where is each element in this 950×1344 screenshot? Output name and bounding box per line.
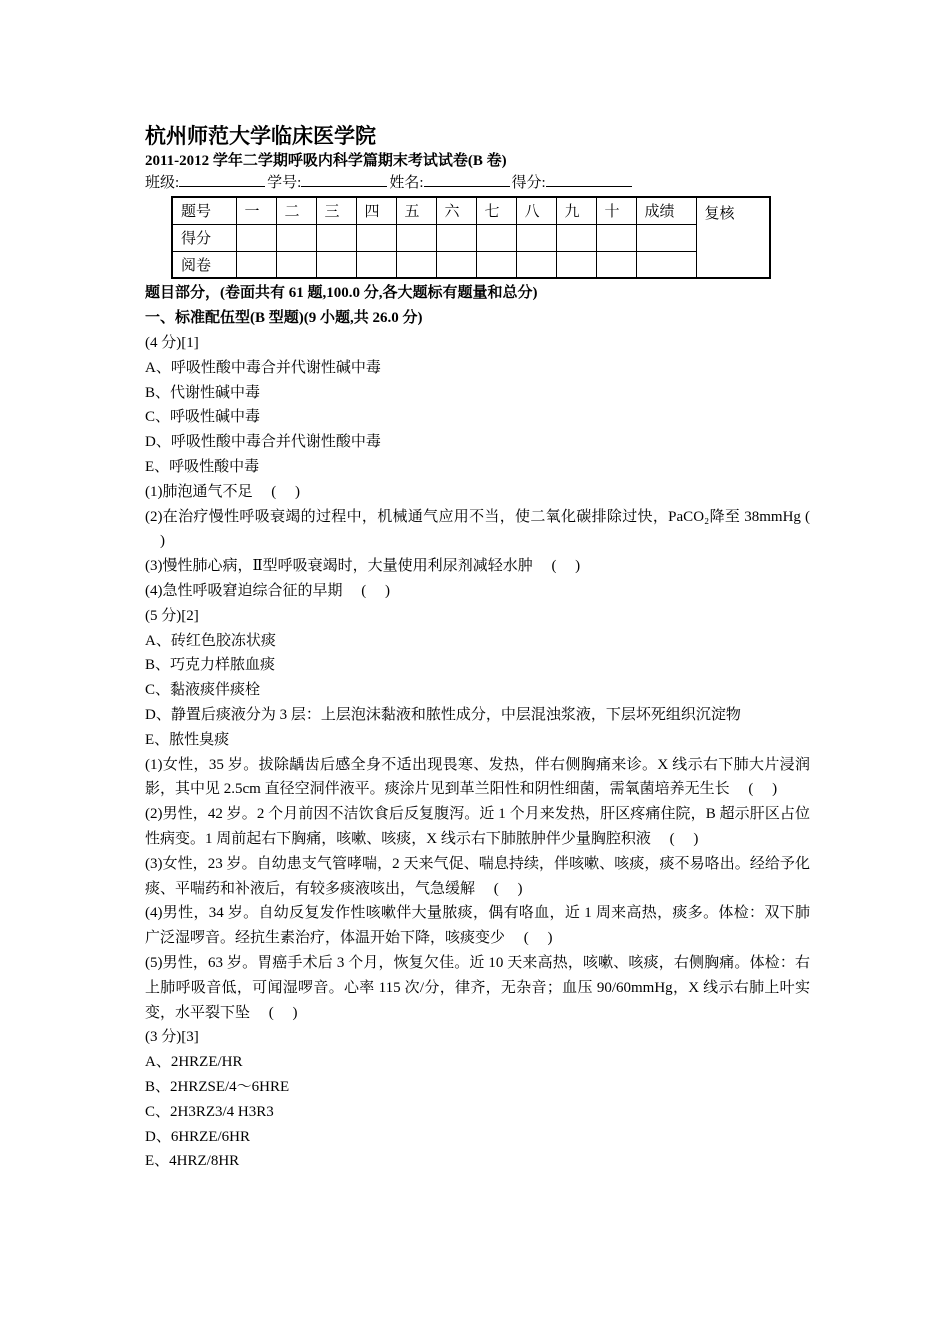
option-item: B、代谢性碱中毒 bbox=[145, 384, 261, 401]
sub-question: (3)慢性肺心病，Ⅱ型呼吸衰竭时，大量使用利尿剂减轻水肿 ( ) bbox=[145, 558, 581, 575]
score-cell bbox=[356, 224, 396, 251]
score-cell bbox=[396, 224, 436, 251]
grader-cell bbox=[236, 251, 276, 278]
question-head: (4 分)[1] bbox=[145, 335, 199, 351]
col-grade: 成绩 bbox=[636, 197, 696, 224]
col-1: 一 bbox=[236, 197, 276, 224]
grader-cell bbox=[356, 251, 396, 278]
col-2: 二 bbox=[276, 197, 316, 224]
class-label: 班级: bbox=[145, 175, 180, 191]
option-item: A、呼吸性酸中毒合并代谢性碱中毒 bbox=[145, 359, 381, 376]
grader-cell bbox=[556, 251, 596, 278]
score-cell bbox=[316, 224, 356, 251]
option-item: B、巧克力样脓血痰 bbox=[145, 657, 276, 674]
col-6: 六 bbox=[436, 197, 476, 224]
question-head: (3 分)[3] bbox=[145, 1029, 199, 1046]
score-cell bbox=[516, 224, 556, 251]
grader-cell bbox=[516, 251, 556, 278]
row-label-question-no: 题号 bbox=[172, 197, 236, 224]
option-item: E、4HRZ/8HR bbox=[145, 1153, 240, 1170]
option-item: D、呼吸性酸中毒合并代谢性酸中毒 bbox=[145, 434, 381, 451]
grader-cell bbox=[396, 251, 436, 278]
option-item: A、砖红色胶冻状痰 bbox=[145, 632, 276, 649]
sub-question: (5)男性，63 岁。胃癌手术后 3 个月，恢复欠佳。近 10 天来高热，咳嗽、咳痰，右侧胸痛。体检：右上肺呼吸音低，可闻湿啰音。心率 115 次/分，律齐，无杂音；血压 90/60mmHg，X 线示右肺上叶实变，水平裂下坠 ( ) bbox=[145, 954, 810, 1021]
col-4: 四 bbox=[356, 197, 396, 224]
grader-cell bbox=[596, 251, 636, 278]
exam-page bbox=[145, 122, 810, 1174]
row-label-grader: 阅卷 bbox=[172, 251, 236, 278]
col-8: 八 bbox=[516, 197, 556, 224]
exam-intro: 题目部分，(卷面共有 61 题,100.0 分,各大题标有题量和总分) bbox=[145, 285, 538, 301]
option-item: D、6HRZE/6HR bbox=[145, 1128, 251, 1145]
option-item: C、呼吸性碱中毒 bbox=[145, 409, 261, 426]
exam-subtitle: 2011-2012 学年二学期呼吸内科学篇期末考试试卷(B 卷) bbox=[145, 153, 507, 169]
score-cell bbox=[636, 224, 696, 251]
sub-question: (2)男性，42 岁。2 个月前因不洁饮食后反复腹泻。近 1 个月来发热，肝区疼痛住院，B 超示肝区占位性病变。1 周前起右下胸痛，咳嗽、咳痰，X 线示右下肺脓肿伴少量胸腔积液 ( ) bbox=[145, 806, 810, 847]
score-cell bbox=[276, 224, 316, 251]
score-table-score-row bbox=[172, 224, 770, 251]
question-head: (5 分)[2] bbox=[145, 607, 199, 624]
score-table-header-row bbox=[172, 197, 770, 224]
sub-question: (4)男性，34 岁。自幼反复发作性咳嗽伴大量脓痰，偶有咯血，近 1 周来高热，痰多。体检：双下肺广泛湿啰音。经抗生素治疗，体温开始下降，咳痰变少 ( ) bbox=[145, 905, 810, 947]
grader-cell bbox=[276, 251, 316, 278]
row-label-score: 得分 bbox=[172, 224, 236, 251]
option-item: C、2H3RZ3/4 H3R3 bbox=[145, 1103, 274, 1120]
sub-question: (4)急性呼吸窘迫综合征的早期 ( ) bbox=[145, 582, 390, 599]
student-info-line bbox=[145, 172, 810, 194]
score-cell bbox=[436, 224, 476, 251]
option-item: E、脓性臭痰 bbox=[145, 731, 230, 748]
option-item: B、2HRZSE/4～6HRE bbox=[145, 1078, 290, 1095]
student-id-label: 学号: bbox=[267, 175, 302, 191]
col-3: 三 bbox=[316, 197, 356, 224]
sub-question: (2)在治疗慢性呼吸衰竭的过程中，机械通气应用不当，使二氧化碳排除过快，PaCO₂降至 38mmHg ( ) bbox=[145, 508, 810, 550]
class-blank bbox=[179, 172, 265, 187]
page-title: 杭州师范大学临床医学院 bbox=[145, 124, 376, 148]
grader-cell bbox=[636, 251, 696, 278]
sub-question: (1)肺泡通气不足 ( ) bbox=[145, 483, 300, 500]
option-item: D、静置后痰液分为 3 层：上层泡沫黏液和脓性成分，中层混浊浆液，下层坏死组织沉淀物 bbox=[145, 706, 741, 723]
score-table bbox=[171, 196, 771, 279]
student-id-blank bbox=[301, 172, 387, 187]
score-cell bbox=[236, 224, 276, 251]
name-blank bbox=[424, 172, 510, 187]
col-5: 五 bbox=[396, 197, 436, 224]
score-cell bbox=[476, 224, 516, 251]
name-label: 姓名: bbox=[389, 175, 424, 191]
score-label: 得分: bbox=[511, 175, 546, 191]
option-item: C、黏液痰伴痰栓 bbox=[145, 682, 261, 699]
score-blank bbox=[546, 172, 632, 187]
score-cell bbox=[596, 224, 636, 251]
col-10: 十 bbox=[596, 197, 636, 224]
sub-question: (3)女性，23 岁。自幼患支气管哮喘，2 天来气促、喘息持续，伴咳嗽、咳痰，痰不易咯出。经给予化痰、平喘药和补液后，有较多痰液咳出，气急缓解 ( ) bbox=[145, 855, 810, 897]
grader-cell bbox=[436, 251, 476, 278]
section-title: 一、标准配伍型(B 型题)(9 小题,共 26.0 分) bbox=[145, 310, 423, 326]
col-review: 复核 bbox=[696, 197, 770, 278]
col-7: 七 bbox=[476, 197, 516, 224]
grader-cell bbox=[476, 251, 516, 278]
col-9: 九 bbox=[556, 197, 596, 224]
grader-cell bbox=[316, 251, 356, 278]
option-item: A、2HRZE/HR bbox=[145, 1054, 243, 1071]
option-item: E、呼吸性酸中毒 bbox=[145, 458, 260, 475]
sub-question: (1)女性，35 岁。拔除龋齿后感全身不适出现畏寒、发热，伴右侧胸痛来诊。X 线示右下肺大片浸润影，其中见 2.5cm 直径空洞伴液平。痰涂片见到革兰阳性和阴性细菌，需氧菌培养无生长 ( ) bbox=[145, 756, 810, 798]
score-table-grader-row bbox=[172, 251, 770, 278]
score-cell bbox=[556, 224, 596, 251]
